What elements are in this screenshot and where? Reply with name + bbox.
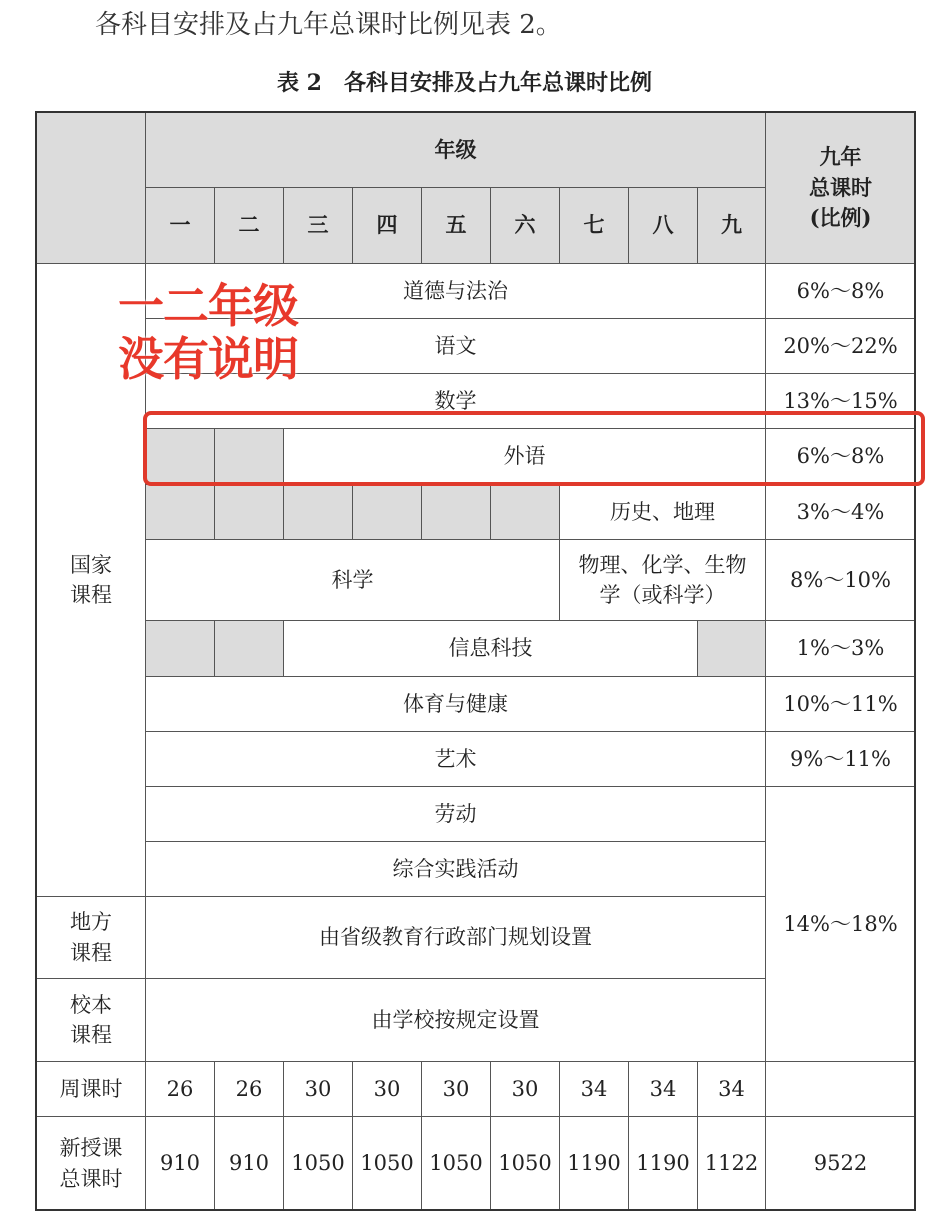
total-hours-value: 1050 <box>352 1116 422 1211</box>
subject-practice: 综合实践活动 <box>145 841 766 897</box>
grade-column-header: 三 <box>283 187 353 264</box>
total-hours-value: 1122 <box>697 1116 766 1211</box>
weekly-hours-value: 30 <box>490 1061 560 1117</box>
total-hours-sum: 9522 <box>765 1116 916 1211</box>
grade-column-header: 二 <box>214 187 284 264</box>
empty-cell <box>352 484 422 540</box>
subject-foreign: 外语 <box>283 428 766 485</box>
ratio-morality: 6%～8% <box>765 263 916 319</box>
weekly-hours-value: 30 <box>283 1061 353 1117</box>
empty-cell <box>214 484 284 540</box>
subject-labor: 劳动 <box>145 786 766 842</box>
weekly-hours-value: 34 <box>559 1061 629 1117</box>
empty-cell <box>490 484 560 540</box>
total-hours-value: 1190 <box>628 1116 698 1211</box>
ratio-history: 3%～4% <box>765 484 916 540</box>
grade-column-header: 七 <box>559 187 629 264</box>
subject-pe: 体育与健康 <box>145 676 766 732</box>
grade-column-header: 九 <box>697 187 766 264</box>
weekly-hours-value: 30 <box>352 1061 422 1117</box>
category-local: 地方 课程 <box>36 896 146 979</box>
total-hours-value: 1050 <box>283 1116 353 1211</box>
ratio-math: 13%～15% <box>765 373 916 429</box>
empty-cell <box>145 620 215 677</box>
ratio-science: 8%～10% <box>765 539 916 621</box>
weekly-hours-value: 26 <box>145 1061 215 1117</box>
intro-text: 各科目安排及占九年总课时比例见表 2。 <box>95 10 562 40</box>
grade-column-header: 八 <box>628 187 698 264</box>
weekly-hours-value: 34 <box>697 1061 766 1117</box>
ratio-combined: 14%～18% <box>765 786 916 1062</box>
grade-column-header: 四 <box>352 187 422 264</box>
category-school: 校本 课程 <box>36 978 146 1062</box>
weekly-hours-value: 34 <box>628 1061 698 1117</box>
weekly-hours-value: 26 <box>214 1061 284 1117</box>
total-hours-value: 910 <box>145 1116 215 1211</box>
subject-it: 信息科技 <box>283 620 698 677</box>
ratio-chinese: 20%～22% <box>765 318 916 374</box>
category-national: 国家 课程 <box>36 263 146 897</box>
annotation-highlight-box <box>143 411 925 486</box>
empty-cell <box>421 484 491 540</box>
subject-science: 科学 <box>145 539 560 621</box>
total-hours-value: 1190 <box>559 1116 629 1211</box>
total-hours-value: 910 <box>214 1116 284 1211</box>
annotation-text: 一二年级 没有说明 <box>118 279 298 386</box>
grade-header: 年级 <box>145 112 766 188</box>
subject-history: 历史、地理 <box>559 484 766 540</box>
weekly-hours-label: 周课时 <box>36 1061 146 1117</box>
total-hours-label: 新授课 总课时 <box>36 1116 146 1211</box>
subject-school: 由学校按规定设置 <box>145 978 766 1062</box>
subject-local: 由省级教育行政部门规划设置 <box>145 896 766 979</box>
grade-column-header: 六 <box>490 187 560 264</box>
grade-column-header: 一 <box>145 187 215 264</box>
weekly-hours-value: 30 <box>421 1061 491 1117</box>
ratio-foreign: 6%～8% <box>765 428 916 485</box>
ratio-it: 1%～3% <box>765 620 916 677</box>
subject-chinese: 语文 <box>145 318 766 374</box>
empty-cell <box>765 1061 916 1117</box>
empty-cell <box>145 484 215 540</box>
grade-column-header: 五 <box>421 187 491 264</box>
subject-math: 数学 <box>145 373 766 429</box>
subject-science-upper: 物理、化学、生物 学（或科学） <box>559 539 766 621</box>
ratio-pe: 10%～11% <box>765 676 916 732</box>
empty-cell <box>214 620 284 677</box>
total-hours-value: 1050 <box>421 1116 491 1211</box>
empty-cell <box>697 620 766 677</box>
ratio-art: 9%～11% <box>765 731 916 787</box>
total-hours-header: 九年 总课时 (比例) <box>765 112 916 264</box>
table-caption: 表 2 各科目安排及占九年总课时比例 <box>277 70 652 96</box>
total-hours-value: 1050 <box>490 1116 560 1211</box>
header-corner <box>36 112 146 264</box>
empty-cell <box>283 484 353 540</box>
subject-art: 艺术 <box>145 731 766 787</box>
subject-morality: 道德与法治 <box>145 263 766 319</box>
